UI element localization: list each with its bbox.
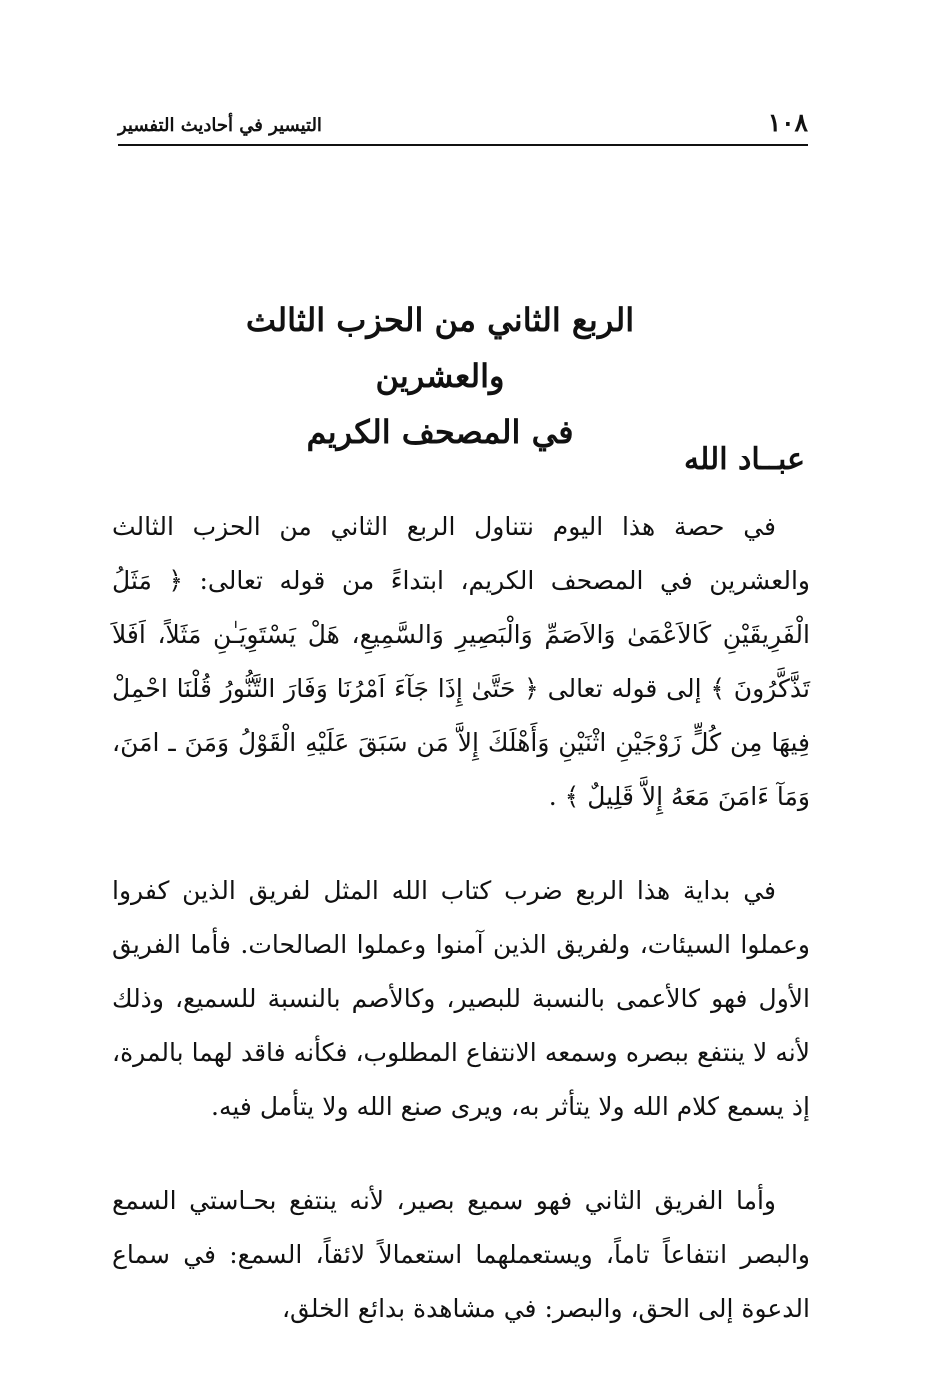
intro-text: في حصة هذا اليوم نتناول الربع الثاني من الحزب الثالث والعشرين في المصحف الكريم، ابتداءً من قوله تعالى: bbox=[112, 512, 810, 595]
quran-quote-end: ﴿ حَتَّىٰ إِذَا جَآءَ اَمْرُنَا وَفَارَ التَّنُّورُ قُلْنَا احْمِلْ فِيهَا مِن كُلٍّ زَوْجَيْنِ اثْنَيْنِ وَأَهْلَكَ إِلاَّ مَن سَبَقَ عَلَيْهِ الْقَوْلُ وَمَنَ ـ امَنَ، وَمَآ ءَامَنَ مَعَهُ إِلاَّ قَلِيلٌ ﴾ bbox=[112, 674, 810, 811]
chapter-title bbox=[180, 292, 700, 460]
page-number: ١٠٨ bbox=[767, 108, 808, 137]
running-header bbox=[118, 108, 808, 146]
section-heading: عبــاد الله bbox=[684, 442, 805, 477]
book-title: التيسير في أحاديث التفسير bbox=[118, 115, 322, 136]
chapter-title-line-2: في المصحف الكريم bbox=[306, 413, 574, 451]
intro-ending: . bbox=[548, 782, 557, 811]
chapter-title-line-1: الربع الثاني من الحزب الثالث والعشرين bbox=[245, 301, 635, 395]
quote-connector: إلى قوله تعالى bbox=[538, 674, 702, 703]
paragraph-intro bbox=[112, 500, 810, 824]
paragraph-second-group: وأما الفريق الثاني فهو سميع بصير، لأنه ينتفع بحـاستي السمع والبصر انتفاعاً تاماً، ويستعملهما استعمالاً لائقاً، السمع: في سماع الدعوة إلى الحق، والبصر: في مشاهدة بدائع الخلق، bbox=[112, 1186, 810, 1323]
paragraph-first-group: في بداية هذا الربع ضرب كتاب الله المثل لفريق الذين كفروا وعملوا السيئات، ولفريق الذين آمنوا وعملوا الصالحات. فأما الفريق الأول فهو كالأعمى بالنسبة للبصير، وكالأصم بالنسبة للسميع، وذلك لأنه لا ينتفع ببصره وسمعه الانتفاع المطلوب، فكأنه فاقد لهما بالمرة، إذ يسمع كلام الله ولا يتأثر به، ويرى صنع الله ولا يتأمل فيه. bbox=[112, 876, 810, 1121]
quran-quote-start: ﴿ مَثَلُ الْفَرِيقَيْنِ كَالاَعْمَىٰ وَالاَصَمِّ وَالْبَصِيرِ وَالسَّمِيعِ، هَلْ يَسْتَوِيَـٰنِ مَثَلاً، اَفَلاَ تَذَّكَّرُونَ ﴾ bbox=[112, 566, 810, 703]
body-text bbox=[112, 500, 810, 1376]
